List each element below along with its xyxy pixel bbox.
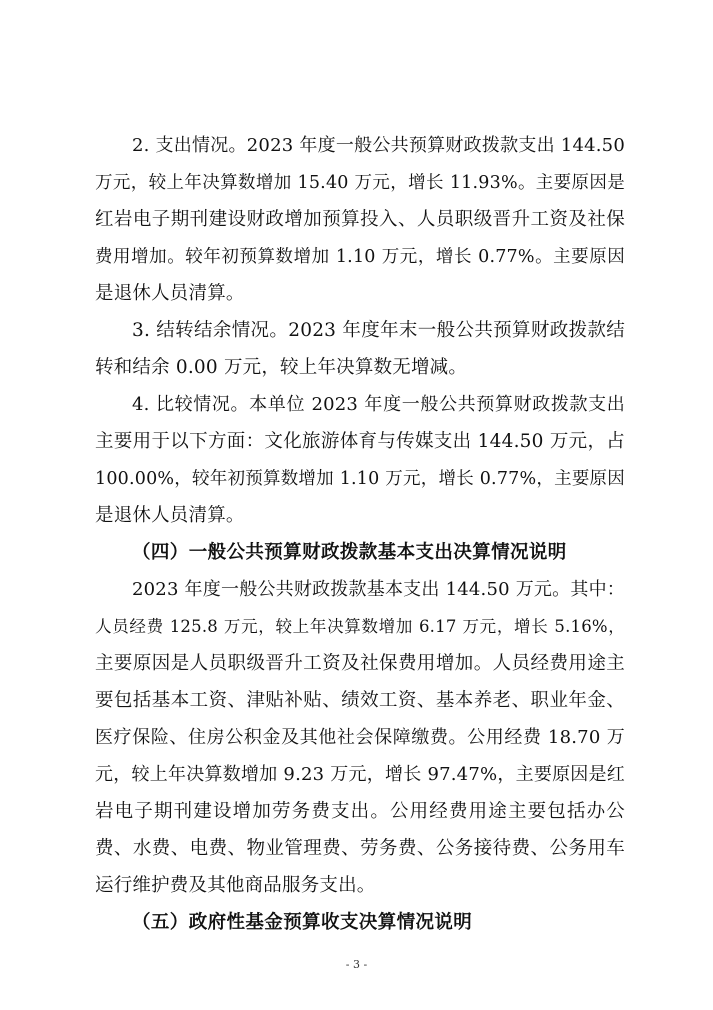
paragraph-line: 4. 比较情况。本单位 2023 年度一般公共预算财政拨款支出 [132,394,625,415]
paragraph-line: 要包括基本工资、津贴补贴、绩效工资、基本养老、职业年金、 [95,690,625,711]
paragraph-line: 转和结余 0.00 万元，较上年决算数无增减。 [95,357,468,378]
section-heading: （四）一般公共预算财政拨款基本支出决算情况说明 [132,542,567,563]
paragraph-line: 2023 年度一般公共财政拨款基本支出 144.50 万元。其中： [132,579,625,600]
paragraph-line: 是退休人员清算。 [95,283,245,304]
paragraph-line: 人员经费 125.8 万元，较上年决算数增加 6.17 万元，增长 5.16%， [95,617,625,636]
paragraph-line: 主要用于以下方面：文化旅游体育与传媒支出 144.50 万元，占 [95,431,625,452]
paragraph-line: 岩电子期刊建设增加劳务费支出。公用经费用途主要包括办公 [95,801,625,822]
paragraph-line: 医疗保险、住房公积金及其他社会保障缴费。公用经费 18.70 万 [95,727,625,748]
paragraph-line: 费用增加。较年初预算数增加 1.10 万元，增长 0.77%。主要原因 [95,247,625,267]
paragraph-line: 运行维护费及其他商品服务支出。 [95,875,376,896]
paragraph-line: 红岩电子期刊建设财政增加预算投入、人员职级晋升工资及社保 [95,209,625,230]
paragraph-line: 2. 支出情况。2023 年度一般公共预算财政拨款支出 144.50 [132,135,625,156]
paragraph-line: 3. 结转结余情况。2023 年度年末一般公共预算财政拨款结 [132,320,625,341]
page-number: - 3 - [345,958,368,971]
paragraph-line: 主要原因是人员职级晋升工资及社保费用增加。人员经费用途主 [95,653,625,674]
paragraph-line: 是退休人员清算。 [95,505,245,526]
paragraph-line: 费、水费、电费、物业管理费、劳务费、公务接待费、公务用车 [95,838,625,859]
paragraph-line: 100.00%，较年初预算数增加 1.10 万元，增长 0.77%，主要原因 [95,469,625,489]
paragraph-line: 万元，较上年决算数增加 15.40 万元，增长 11.93%。主要原因是 [95,173,625,193]
section-heading: （五）政府性基金预算收支决算情况说明 [132,912,473,933]
paragraph-line: 元，较上年决算数增加 9.23 万元，增长 97.47%，主要原因是红 [95,764,625,785]
